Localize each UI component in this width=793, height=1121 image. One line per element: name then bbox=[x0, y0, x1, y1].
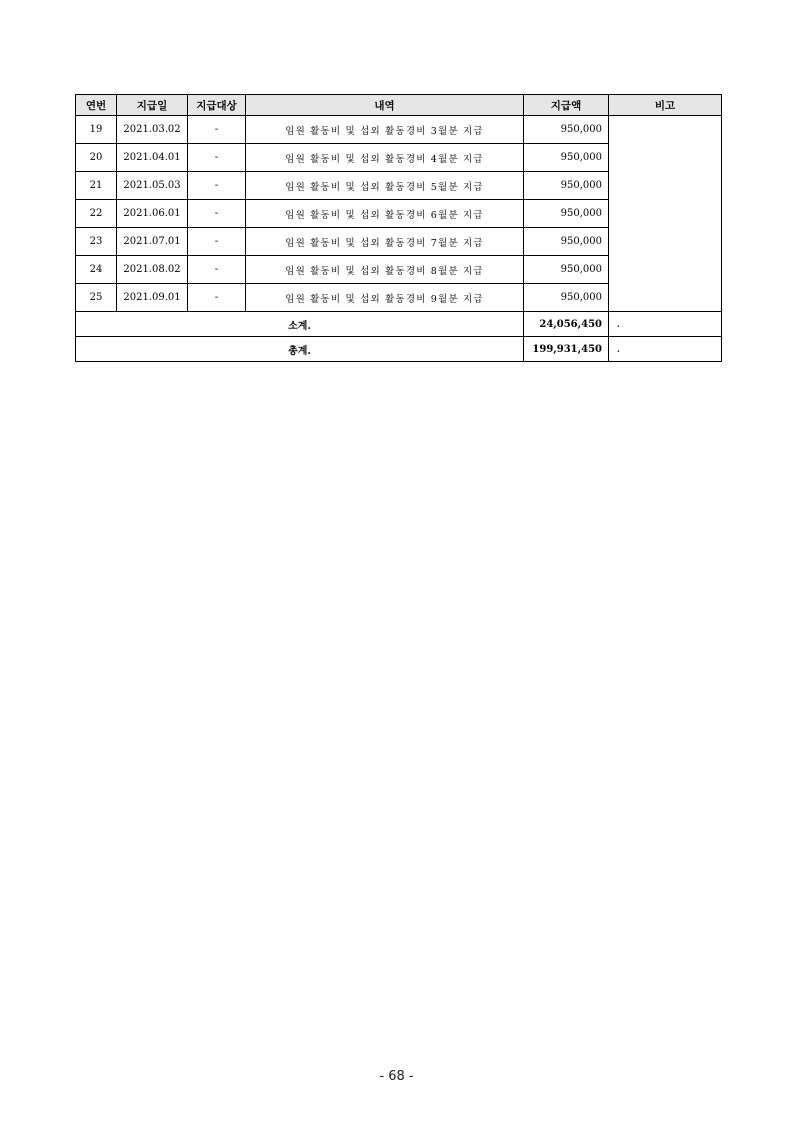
cell-amount: 950,000 bbox=[524, 284, 609, 312]
cell-description: 임원 활동비 및 섭외 활동경비 6월분 지급 bbox=[246, 200, 524, 228]
total-row bbox=[76, 337, 722, 362]
cell-payment-date: 2021.08.02 bbox=[117, 256, 188, 284]
cell-serial-number: 21 bbox=[76, 172, 117, 200]
subtotal-remark: . bbox=[609, 312, 722, 337]
cell-description: 임원 활동비 및 섭외 활동경비 7월분 지급 bbox=[246, 228, 524, 256]
cell-payment-date: 2021.07.01 bbox=[117, 228, 188, 256]
expense-table bbox=[75, 94, 722, 362]
cell-payment-date: 2021.04.01 bbox=[117, 144, 188, 172]
cell-description: 임원 활동비 및 섭외 활동경비 8월분 지급 bbox=[246, 256, 524, 284]
cell-payment-target: - bbox=[188, 256, 246, 284]
header-serial-number: 연번 bbox=[76, 95, 117, 116]
header-amount: 지급액 bbox=[524, 95, 609, 116]
cell-payment-target: - bbox=[188, 144, 246, 172]
subtotal-amount: 24,056,450 bbox=[524, 312, 609, 337]
cell-amount: 950,000 bbox=[524, 256, 609, 284]
cell-payment-target: - bbox=[188, 116, 246, 144]
cell-serial-number: 22 bbox=[76, 200, 117, 228]
cell-payment-target: - bbox=[188, 200, 246, 228]
header-description: 내역 bbox=[246, 95, 524, 116]
cell-payment-target: - bbox=[188, 172, 246, 200]
page-number: - 68 - bbox=[379, 1069, 414, 1084]
cell-description: 임원 활동비 및 섭외 활동경비 9월분 지급 bbox=[246, 284, 524, 312]
cell-description: 임원 활동비 및 섭외 활동경비 4월분 지급 bbox=[246, 144, 524, 172]
cell-amount: 950,000 bbox=[524, 228, 609, 256]
total-label: 총계. bbox=[76, 337, 524, 362]
table-row bbox=[76, 116, 722, 144]
cell-payment-date: 2021.09.01 bbox=[117, 284, 188, 312]
cell-payment-date: 2021.03.02 bbox=[117, 116, 188, 144]
cell-amount: 950,000 bbox=[524, 172, 609, 200]
cell-amount: 950,000 bbox=[524, 200, 609, 228]
cell-amount: 950,000 bbox=[524, 144, 609, 172]
cell-serial-number: 25 bbox=[76, 284, 117, 312]
total-amount: 199,931,450 bbox=[524, 337, 609, 362]
cell-payment-target: - bbox=[188, 228, 246, 256]
header-payment-target: 지급대상 bbox=[188, 95, 246, 116]
cell-amount: 950,000 bbox=[524, 116, 609, 144]
header-remarks: 비고 bbox=[609, 95, 722, 116]
cell-serial-number: 19 bbox=[76, 116, 117, 144]
cell-payment-target: - bbox=[188, 284, 246, 312]
subtotal-row bbox=[76, 312, 722, 337]
cell-serial-number: 23 bbox=[76, 228, 117, 256]
total-remark: . bbox=[609, 337, 722, 362]
cell-payment-date: 2021.05.03 bbox=[117, 172, 188, 200]
cell-serial-number: 24 bbox=[76, 256, 117, 284]
cell-serial-number: 20 bbox=[76, 144, 117, 172]
subtotal-label: 소계. bbox=[76, 312, 524, 337]
cell-description: 임원 활동비 및 섭외 활동경비 5월분 지급 bbox=[246, 172, 524, 200]
cell-remarks bbox=[609, 116, 722, 312]
header-payment-date: 지급일 bbox=[117, 95, 188, 116]
table-header-row bbox=[76, 95, 722, 116]
cell-description: 임원 활동비 및 섭외 활동경비 3월분 지급 bbox=[246, 116, 524, 144]
cell-payment-date: 2021.06.01 bbox=[117, 200, 188, 228]
